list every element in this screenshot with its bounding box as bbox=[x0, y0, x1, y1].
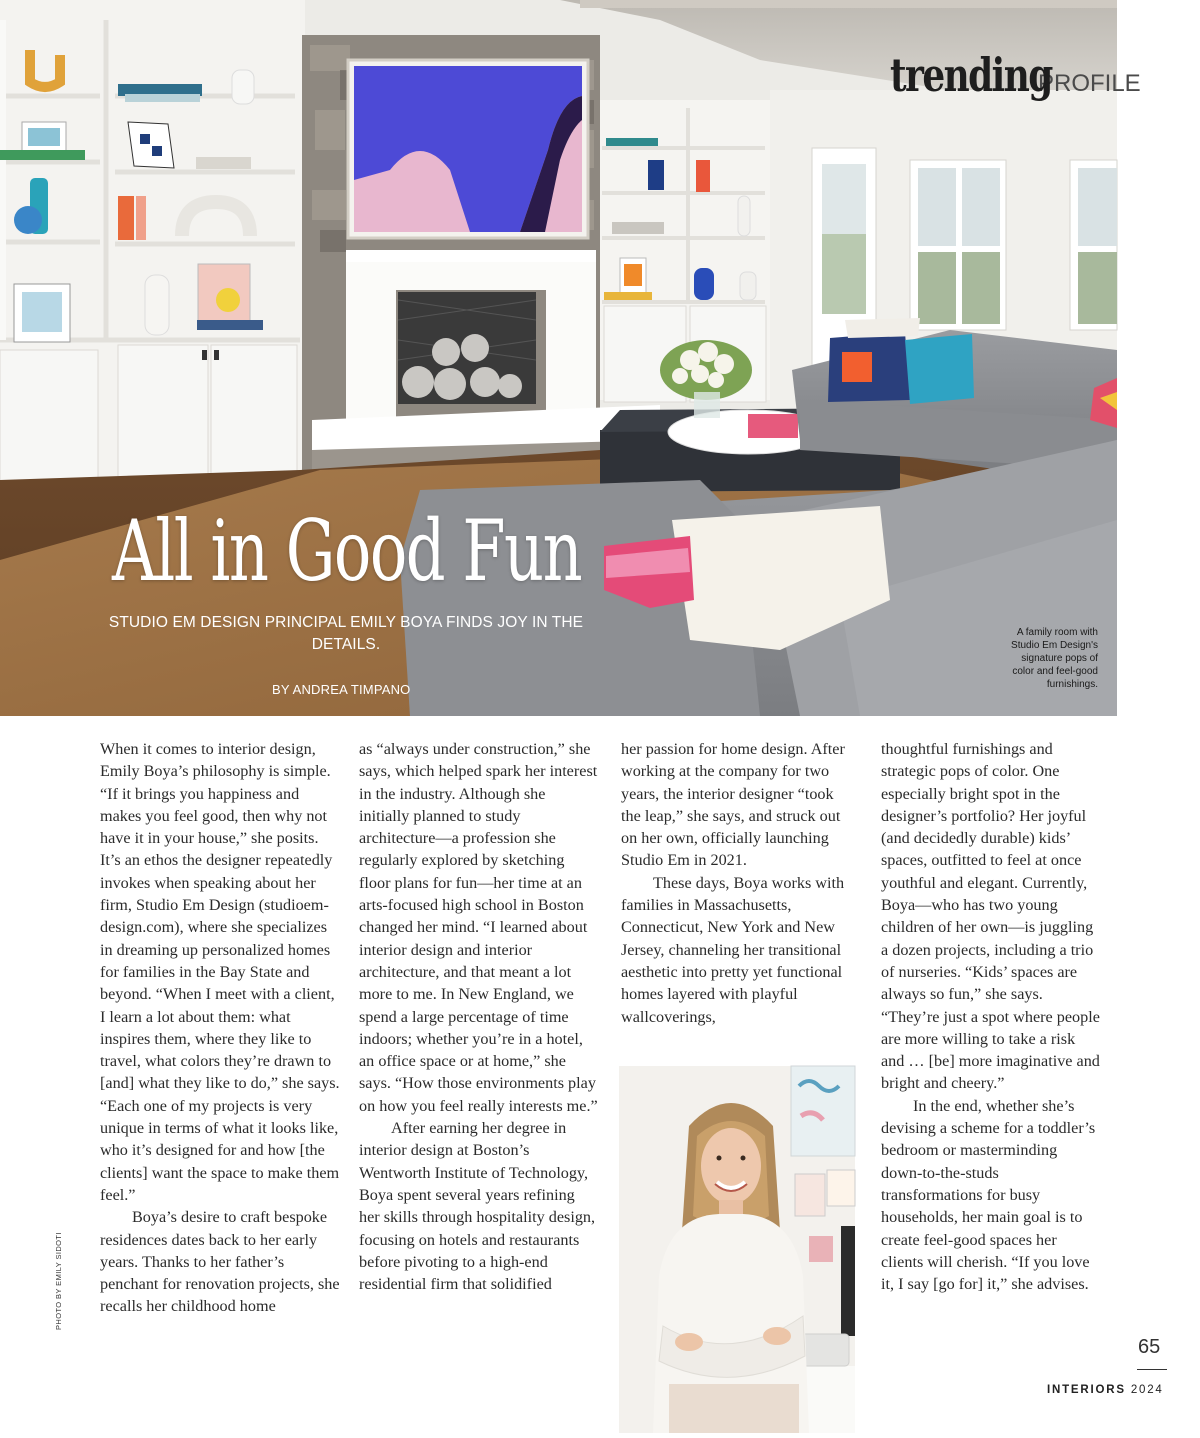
article-subtitle: STUDIO EM DESIGN PRINCIPAL EMILY BOYA FINDS JOY IN THE DETAILS. bbox=[108, 614, 584, 653]
hero-photo bbox=[0, 0, 1141, 716]
paragraph: In the end, whether she’s devising a scheme for a toddler’s bedroom or masterminding down-to-the-studs transformations for busy households, her main goal is to create feel-good spaces her clients will cherish. “If you love it, I say [go for] it,” she advises. bbox=[881, 1096, 1096, 1294]
designer-portrait bbox=[619, 1066, 855, 1433]
photo-credit: PHOTO BY EMILY SIDOTI bbox=[54, 1232, 63, 1330]
magazine-name: INTERIORS bbox=[1047, 1384, 1126, 1396]
article-column-4 bbox=[881, 738, 1101, 1295]
portrait-image bbox=[619, 1066, 855, 1433]
article-column-3 bbox=[621, 738, 853, 1028]
section-header bbox=[890, 48, 1141, 102]
article-byline: BY ANDREA TIMPANO bbox=[272, 682, 411, 697]
paragraph: After earning her degree in interior design at Boston’s Wentworth Institute of Technology, Boya spent several years refining her skills through hospitality design, focusing on hotels and restaurants before pivoting to a high-end residential firm that solidified bbox=[359, 1119, 596, 1294]
paragraph: These days, Boya works with families in Massachusetts, Connecticut, New York and New Jersey, channeling her transitional aesthetic into pretty yet functional homes layered with playful wallcoverings, bbox=[621, 873, 845, 1026]
photo-caption: A family room with Studio Em Design's signature pops of color and feel-good furnishings. bbox=[1011, 627, 1098, 690]
paragraph: as “always under construction,” she says, which helped spark her interest in the industry. Although she initially planned to study architecture—a profession she regularly explored by sketching floor plans for fun—her time at an arts-focused high school in Boston changed her mind. “I learned about interior design and interior architecture, and that meant a lot more to me. In New England, we spend a large percentage of time indoors; whether you’re in a hotel, an office space or at home,” she says. “How those environments play on how you feel really interests me.” bbox=[359, 740, 598, 1115]
article-column-2 bbox=[359, 738, 599, 1295]
magazine-year: 2024 bbox=[1130, 1384, 1164, 1396]
paragraph: her passion for home design. After working at the company for two years, the interior designer “took the leap,” she says, and struck out on her own, officially launching Studio Em in 2021. bbox=[621, 740, 845, 870]
article-column-1 bbox=[100, 738, 342, 1318]
page-number-rule bbox=[1137, 1369, 1167, 1370]
family-room-photo bbox=[0, 0, 1117, 716]
subsection-label: PROFILE bbox=[1038, 70, 1141, 97]
paragraph: Boya’s desire to craft bespoke residences dates back to her early years. Thanks to her father’s penchant for renovation projects, she recalls her childhood home bbox=[100, 1208, 340, 1316]
section-label: trending bbox=[890, 48, 1052, 102]
paragraph: When it comes to interior design, Emily Boya’s philosophy is simple. “If it brings you happiness and makes you feel good, then why not have it in your house,” she posits. It’s an ethos the designer repeatedly invokes when speaking about her firm, Studio Em Design (studioem-design.com), where she specializes in dreaming up personalized homes for families in the Bay State and beyond. “When I meet with a client, I learn a lot about them: what inspires them, where they like to travel, what colors they’re drawn to [and] what they like to do,” she says. “Each one of my projects is very unique in terms of what it looks like, who it’s designed for and how [the clients] want the space to make them feel.” bbox=[100, 740, 340, 1204]
paragraph: thoughtful furnishings and strategic pops of color. One especially bright spot in the designer’s portfolio? Her joyful (and decidedly durable) kids’ spaces, outfitted to feel at once youthful and elegant. Currently, Boya—who has two young children of her own—is juggling a dozen projects, including a trio of nurseries. “Kids’ spaces are always so fun,” she says. “They’re just a spot where people are more willing to take a risk and … [be] more imaginative and bright and cheery.” bbox=[881, 740, 1100, 1093]
magazine-footer bbox=[1047, 1384, 1164, 1396]
page-number: 65 bbox=[1138, 1336, 1161, 1358]
article-title: All in Good Fun bbox=[112, 502, 582, 600]
